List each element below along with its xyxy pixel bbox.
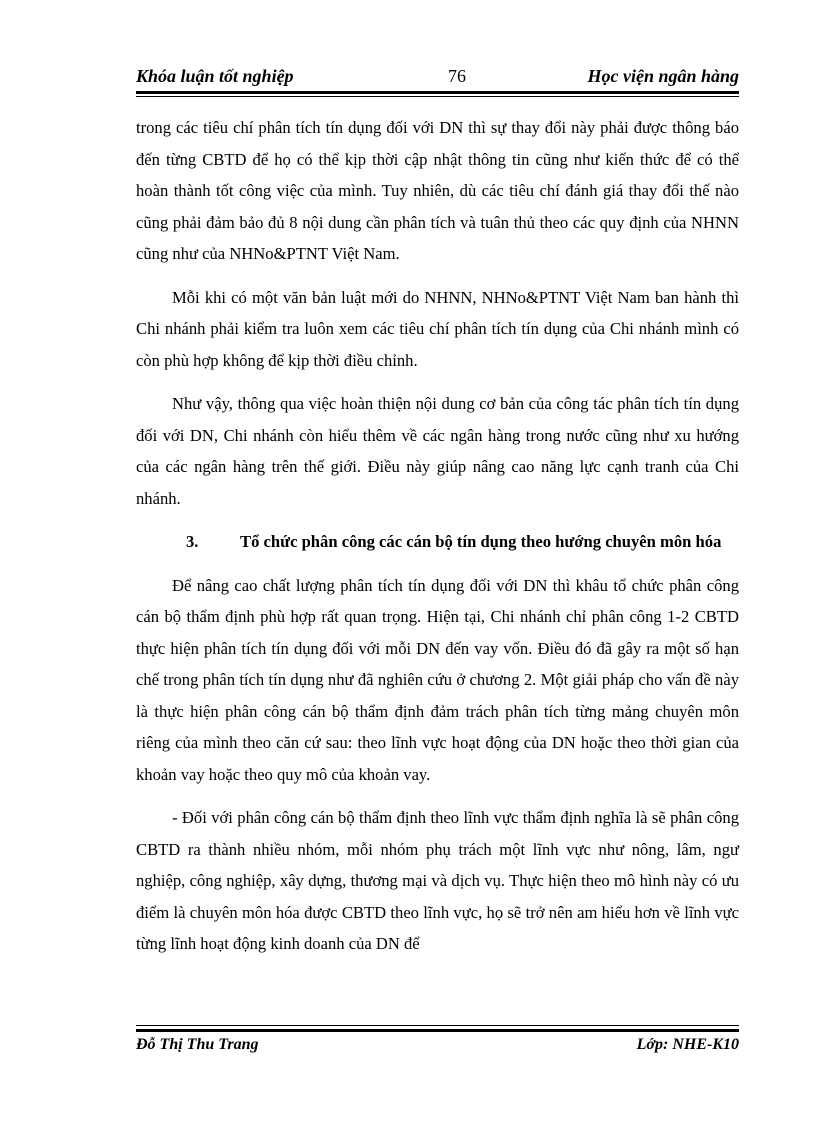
section-heading xyxy=(136,526,739,558)
header-rule-thin xyxy=(136,96,739,97)
footer-author: Đỗ Thị Thu Trang xyxy=(136,1036,259,1053)
header-institution: Học viện ngân hàng xyxy=(587,66,739,86)
footer-rule-thin xyxy=(136,1025,739,1026)
paragraph-2: Mỗi khi có một văn bản luật mới do NHNN, NHNo&PTNT Việt Nam ban hành thì Chi nhánh phải kiểm tra luôn xem các tiêu chí phân tích tín dụng của Chi nhánh mình có còn phù hợp không để kịp thời điều chỉnh. xyxy=(136,287,739,370)
page-number: 76 xyxy=(448,66,466,86)
paragraph-1: trong các tiêu chí phân tích tín dụng đối với DN thì sự thay đổi này phải được thông báo đến từng CBTD để họ có thể kịp thời cập nhật thông tin cũng như kiến thức để có thể hoàn thành tốt công việc của mình. Tuy nhiên, dù các tiêu chí đánh giá thay đổi thế nào cũng phải đảm bảo đủ 8 nội dung cần phân tích và tuân thủ theo các quy định của NHNN cũng như của NHNo&PTNT Việt Nam. xyxy=(136,118,739,263)
footer-rule-thick xyxy=(136,1029,739,1032)
footer-class: Lớp: NHE-K10 xyxy=(636,1036,739,1053)
section-heading-text: Tổ chức phân công các cán bộ tín dụng theo hướng chuyên môn hóa xyxy=(240,532,722,551)
page-body xyxy=(136,112,739,972)
paragraph-3: Như vậy, thông qua việc hoàn thiện nội dung cơ bản của công tác phân tích tín dụng đối với DN, Chi nhánh còn hiểu thêm về các ngân hàng trong nước cũng như xu hướng của các ngân hàng trên thế giới. Điều này giúp nâng cao năng lực cạnh tranh của Chi nhánh. xyxy=(136,394,739,508)
section-heading-number: 3. xyxy=(186,532,199,551)
header-rule-thick xyxy=(136,91,739,94)
header-document-type: Khóa luận tốt nghiệp xyxy=(136,66,294,86)
page-header xyxy=(136,66,739,92)
page-footer xyxy=(136,1036,739,1060)
paragraph-5: - Đối với phân công cán bộ thẩm định theo lĩnh vực thẩm định nghĩa là sẽ phân công CBTD ra thành nhiều nhóm, mỗi nhóm phụ trách một lĩnh vực như nông, lâm, ngư nghiệp, công nghiệp, xây dựng, thương mại và dịch vụ. Thực hiện theo mô hình này có ưu điểm là chuyên môn hóa được CBTD theo lĩnh vực, họ sẽ trở nên am hiểu hơn về lĩnh vực từng lĩnh hoạt động kinh doanh của DN để xyxy=(136,808,739,953)
paragraph-4: Để nâng cao chất lượng phân tích tín dụng đối với DN thì khâu tổ chức phân công cán bộ thẩm định phù hợp rất quan trọng. Hiện tại, Chi nhánh chỉ phân công 1-2 CBTD thực hiện phân tích tín dụng đối với mỗi DN đến vay vốn. Điều đó đã gây ra một số hạn chế trong phân tích tín dụng như đã nghiên cứu ở chương 2. Một giải pháp cho vấn đề này là thực hiện phân công cán bộ thẩm định đảm trách phân tích từng mảng chuyên môn riêng của mình theo căn cứ sau: theo lĩnh vực hoạt động của DN hoặc theo thời gian của khoản vay hoặc theo quy mô của khoản vay. xyxy=(136,575,739,784)
